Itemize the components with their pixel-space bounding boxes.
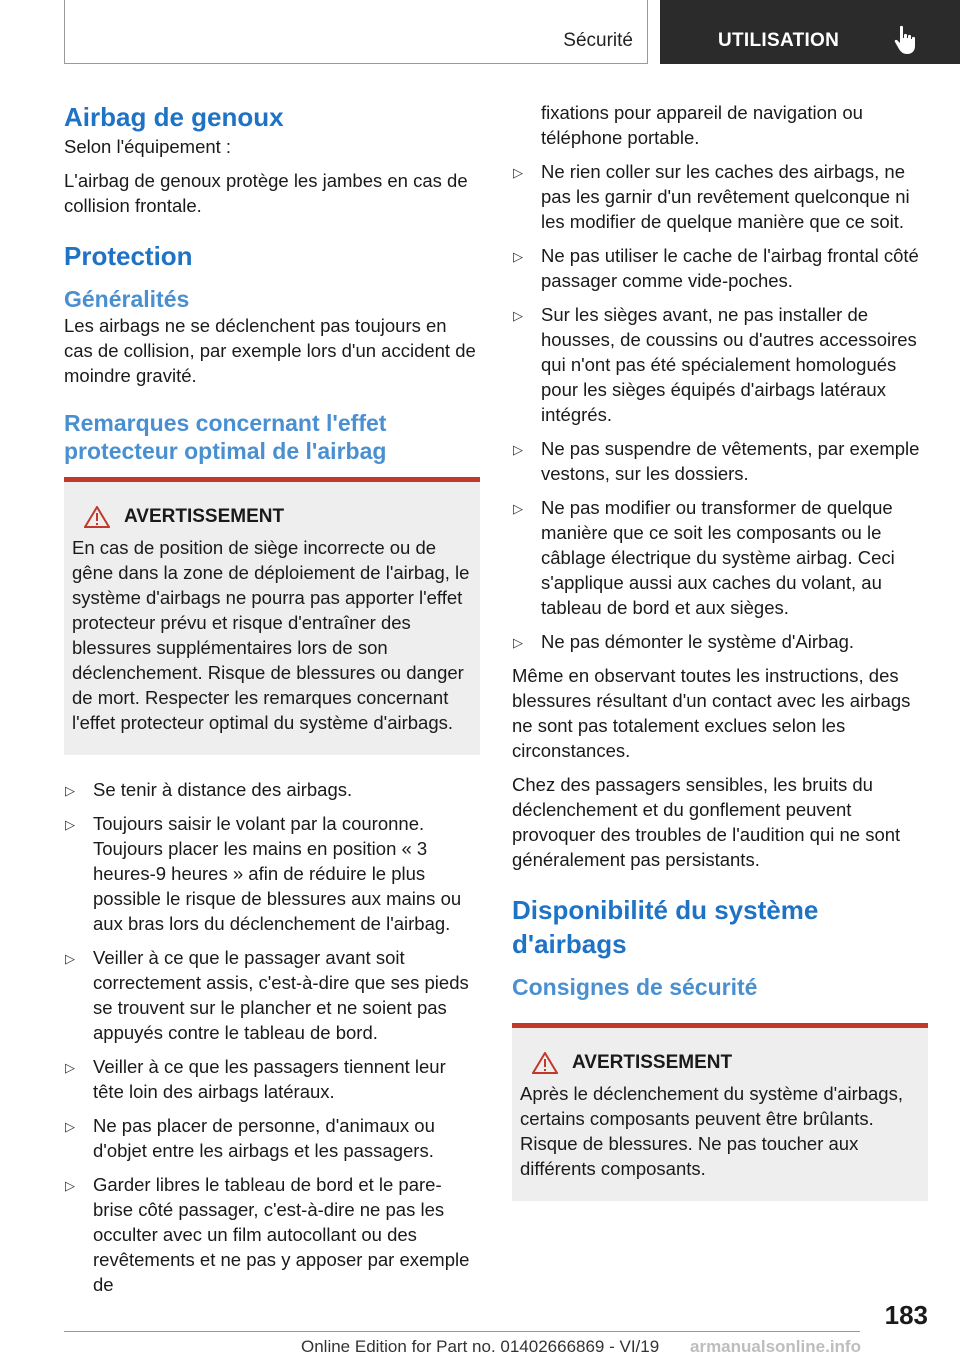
safety-bullet-list [64, 777, 480, 1297]
page-number: 183 [884, 1300, 928, 1330]
triangle-bullet-icon: ▷ [513, 442, 523, 457]
header-section-box [64, 0, 648, 64]
right-column [512, 100, 928, 1223]
warning-triangle-icon [84, 506, 110, 528]
edition-text: Online Edition for Part no. 01402666869 - VI/19 [301, 1337, 660, 1356]
list-item: ▷ Ne pas utiliser le cache de l'airbag frontal côté passager comme vide-poches. [513, 245, 919, 291]
knee-airbag-text: L'airbag de genoux protège les jambes en cas de collision frontale. [64, 170, 468, 216]
list-item: ▷ Ne pas démonter le système d'Airbag. [512, 629, 928, 654]
warning-label: AVERTISSEMENT [124, 506, 285, 527]
triangle-bullet-icon: ▷ [65, 817, 75, 832]
general-text: Les airbags ne se déclenchent pas toujours en cas de collision, par exemple lors d'un accident de moindre gravité. [64, 315, 476, 386]
paragraph-injuries: Même en observant toutes les instructions, des blessures résultant d'un contact avec les airbags ne sont pas totalement exclues selon les circonstances. [512, 665, 911, 761]
header-chapter-tab [660, 0, 960, 64]
footer-divider [64, 1331, 860, 1332]
watermark-text: armanualsonline.info [690, 1337, 861, 1356]
list-item: ▷ Veiller à ce que le passager avant soit correctement assis, c'est-à-dire que ses pieds se trouvent sur le plancher et ne soient pas appuyés contre le tableau de bord. [65, 947, 469, 1043]
safety-instructions-heading: Consignes de sécurité [512, 974, 758, 1000]
list-item: ▷ Toujours saisir le volant par la couronne. Toujours placer les mains en position « 3 heures-9 heures » afin de réduire le plus possible le risque de blessures aux mains ou aux bras lors du déclenchement de l'airbag. [65, 813, 462, 934]
pointing-hand-icon [894, 25, 920, 55]
warning-title [72, 504, 472, 529]
list-item-continued: fixations pour appareil de navigation ou téléphone portable. [541, 102, 863, 148]
warning-title [520, 1050, 920, 1075]
list-item: ▷ Sur les sièges avant, ne pas installer de housses, de coussins ou d'autres accessoires qui n'ont pas été spécialement homologués pour les sièges équipés d'airbags latéraux intégrés. [513, 304, 917, 425]
knee-airbag-heading: Airbag de genoux [64, 102, 284, 132]
triangle-bullet-icon: ▷ [513, 249, 523, 264]
warning-triangle-icon [532, 1052, 558, 1074]
list-item: ▷ Ne pas suspendre de vêtements, par exemple vestons, sur les dossiers. [513, 438, 920, 484]
knee-equipment-note: Selon l'équipement : [64, 136, 232, 157]
list-item: ▷ Veiller à ce que les passagers tiennent leur tête loin des airbags latéraux. [65, 1056, 446, 1102]
triangle-bullet-icon: ▷ [65, 1178, 75, 1193]
warning-label: AVERTISSEMENT [572, 1052, 733, 1073]
header-chapter-label: UTILISATION [718, 30, 840, 51]
triangle-bullet-icon: ▷ [513, 165, 523, 180]
warning-box [512, 1023, 928, 1201]
triangle-bullet-icon: ▷ [513, 308, 523, 323]
warning-text: En cas de position de siège incorrecte ou de gêne dans la zone de déploiement de l'airbag, le système d'airbags ne pourra pas apporter l'effet protecteur prévu et risque d'entraîner des blessures supplémentaires lors de son déclenchement. Risque de blessures ou danger de mort. Respecter les remarques concernant l'effet protecteur optimal du système d'airbags. [72, 537, 470, 733]
list-item: ▷ Ne pas placer de personne, d'animaux ou d'objet entre les airbags et les passagers. [65, 1115, 435, 1161]
list-item: ▷ Ne pas modifier ou transformer de quelque manière que ce soit les composants ou le câblage électrique du système airbag. Ceci s'applique aussi aux caches du volant, au tableau de bord et aux sièges. [513, 497, 895, 618]
triangle-bullet-icon: ▷ [65, 783, 75, 798]
triangle-bullet-icon: ▷ [65, 1060, 75, 1075]
triangle-bullet-icon: ▷ [513, 501, 523, 516]
remarks-heading: Remarques concernant l'effet protecteur optimal de l'airbag [64, 410, 387, 464]
triangle-bullet-icon: ▷ [65, 1119, 75, 1134]
availability-heading: Disponibilité du système d'airbags [512, 895, 819, 959]
list-item: ▷ Se tenir à distance des airbags. [64, 777, 480, 802]
triangle-bullet-icon: ▷ [65, 951, 75, 966]
general-heading: Généralités [64, 286, 190, 312]
header-section-title: Sécurité [563, 30, 633, 51]
paragraph-hearing: Chez des passagers sensibles, les bruits du déclenchement et du gonflement peuvent provoquer des troubles de l'audition qui ne sont généralement pas persistants. [512, 774, 901, 870]
left-column [64, 100, 480, 1306]
warning-box [64, 477, 480, 755]
protection-heading: Protection [64, 241, 193, 271]
safety-bullet-list-continued [512, 100, 928, 654]
warning-text: Après le déclenchement du système d'airbags, certains composants peuvent être brûlants. Risque de blessures. Ne pas toucher aux différents composants. [520, 1083, 903, 1179]
list-item: ▷ Ne rien coller sur les caches des airbags, ne pas les garnir d'un revêtement quelconque ni les modifier de quelque manière que ce soit. [513, 161, 910, 232]
triangle-bullet-icon: ▷ [513, 635, 523, 650]
list-item: ▷ Garder libres le tableau de bord et le pare-brise côté passager, c'est-à-dire ne pas les occulter avec un film autocollant ou des revêtements et ne pas y apposer par exemple de [65, 1174, 470, 1295]
